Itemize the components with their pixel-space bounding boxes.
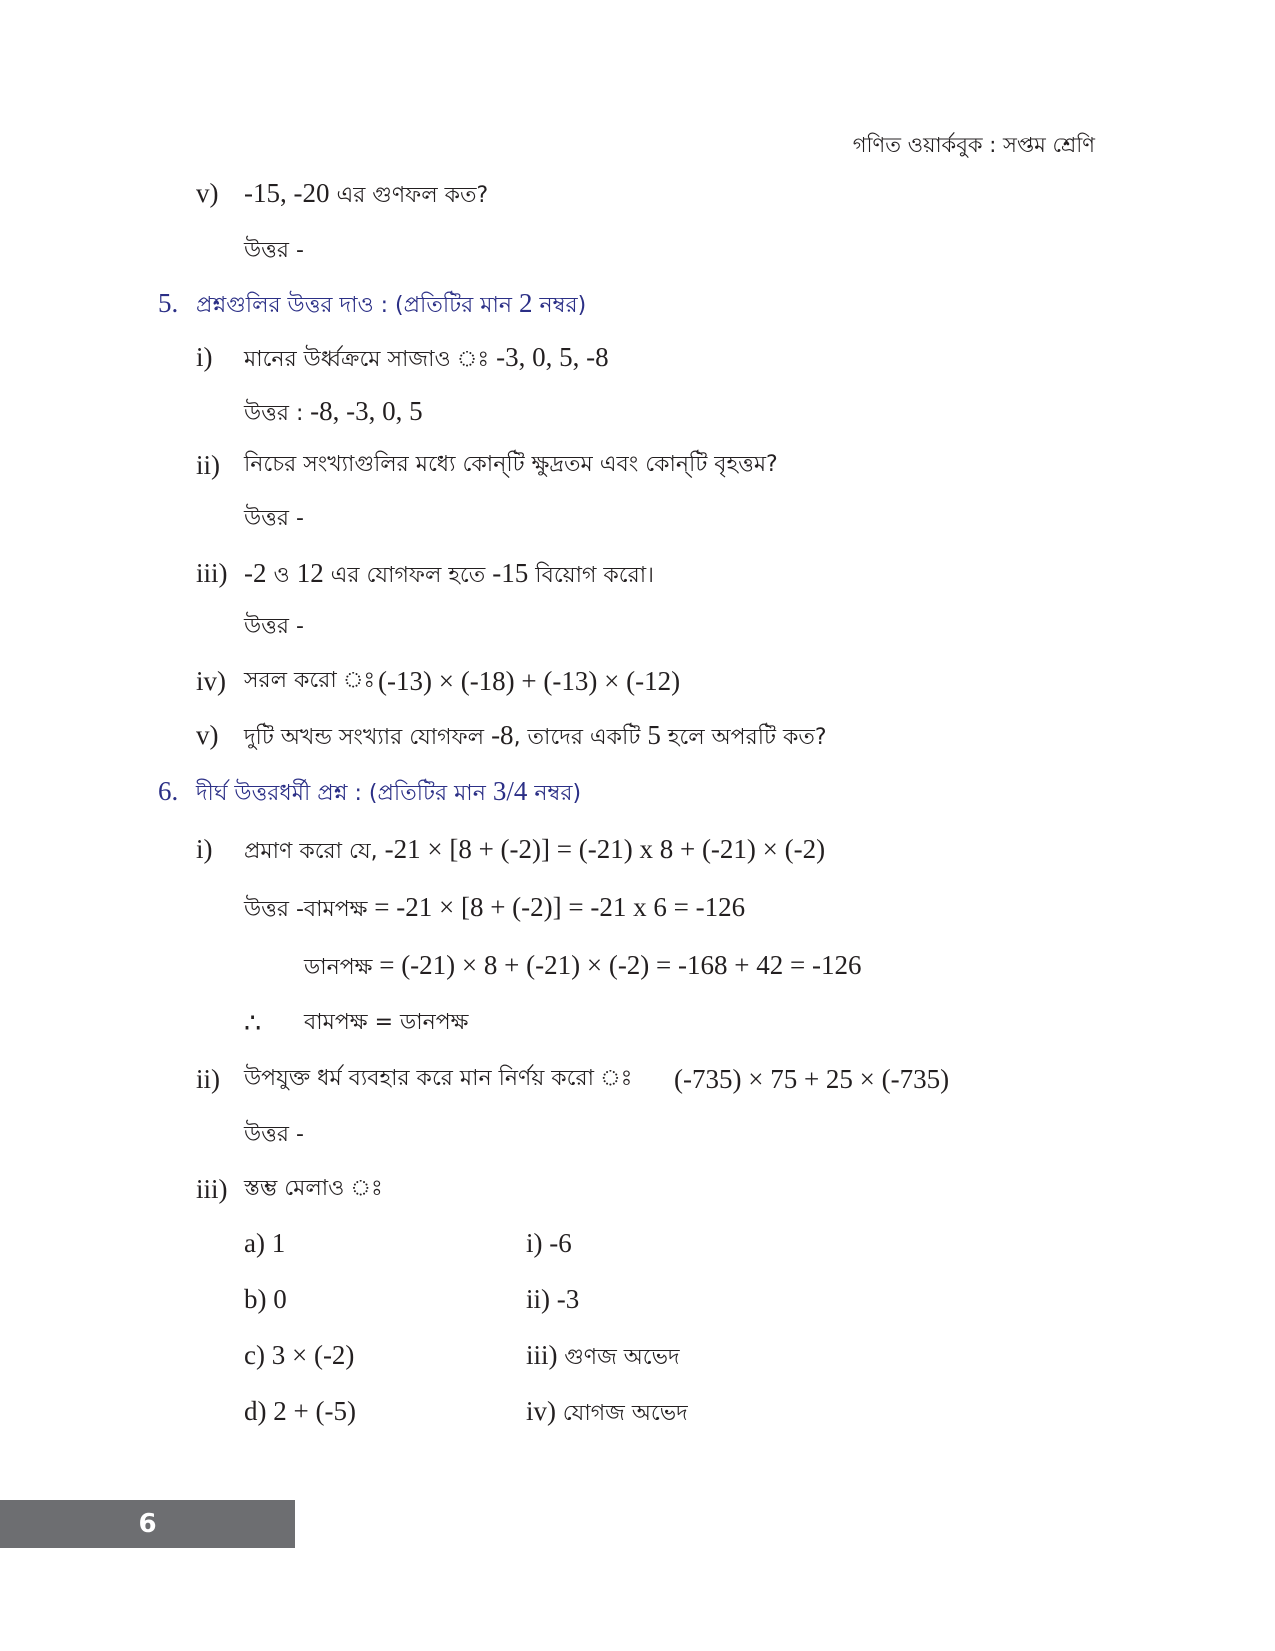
marks-close: নম্বর): [532, 293, 587, 318]
question-number: iv): [196, 666, 226, 696]
question-number: i): [196, 342, 213, 372]
question-text: বিয়োগ করো।: [528, 563, 654, 588]
item-text: -3: [556, 1284, 580, 1314]
question-5ii: নিচের সংখ্যাগুলির মধ্যে কোন্‌টি ক্ষুদ্রতম এবং কোন্‌টি বৃহত্তম?: [244, 452, 778, 477]
page-number: 6: [138, 1509, 157, 1539]
math-expression: -21 × [8 + (-2)] = (-21) x 8 + (-21) × (-2): [384, 834, 826, 864]
answer-label: উত্তর -: [244, 614, 304, 639]
section-6-number: 6.: [158, 776, 179, 806]
question-text: এর গুণফল কত?: [329, 183, 489, 208]
question-5i: [244, 340, 609, 377]
item-number: i): [526, 1228, 550, 1258]
match-left-c: c) 3 × (-2): [244, 1340, 355, 1370]
math-text: 12: [296, 558, 324, 588]
marks-number: 3/4: [492, 776, 528, 806]
answer-6i-rhs: [304, 948, 861, 985]
question-5v: [244, 718, 827, 755]
answer-label: উত্তর :: [244, 401, 304, 426]
math-text: -15, -20: [244, 178, 330, 208]
marks-open: : (প্রতিটির মান: [373, 293, 519, 318]
marks-open: : (প্রতিটির মান: [347, 781, 493, 806]
answer-label: উত্তর -: [244, 1122, 304, 1147]
question-number: ii): [196, 1064, 220, 1094]
rhs-label: ডানপক্ষ: [304, 955, 373, 980]
section-5-heading: [196, 286, 586, 323]
question-6i: [244, 832, 825, 869]
question-text: হলে অপরটি কত?: [660, 725, 827, 750]
math-text: -8: [491, 720, 514, 750]
answer-5i: [244, 394, 423, 431]
match-right-iii: [526, 1338, 680, 1375]
section-5-number: 5.: [158, 288, 179, 318]
answer-label: উত্তর -বামপক্ষ: [244, 897, 368, 922]
question-number: iii): [196, 558, 228, 588]
question-text: , তাদের একটি: [513, 725, 648, 750]
question-6ii: উপযুক্ত ধর্ম ব্যবহার করে মান নির্ণয় করো ঃ: [244, 1066, 633, 1091]
page-number-bar: [0, 1500, 295, 1548]
math-text: -3, 0, 5, -8: [496, 342, 609, 372]
question-text: দুটি অখন্ড সংখ্যার যোগফল: [244, 725, 492, 750]
math-expression: = (-21) × 8 + (-21) × (-2) = -168 + 42 = -126: [372, 950, 862, 980]
question-text: মানের উর্ধ্বক্রমে সাজাও ঃ: [244, 347, 497, 372]
question-6iii: স্তম্ভ মেলাও ঃ: [244, 1176, 383, 1201]
question-number: v): [196, 178, 219, 208]
match-right-ii: [526, 1282, 579, 1316]
match-left-a: a) 1: [244, 1228, 286, 1258]
item-number: iv): [526, 1396, 563, 1426]
item-text: যোগজ অভেদ: [562, 1401, 688, 1426]
math-expression: = -21 × [8 + (-2)] = -21 x 6 = -126: [367, 892, 746, 922]
math-expression: (-13) × (-18) + (-13) × (-12): [378, 666, 681, 696]
match-left-d: d) 2 + (-5): [244, 1396, 356, 1426]
question-number: ii): [196, 450, 220, 480]
answer-label: উত্তর -: [244, 506, 304, 531]
running-header: গণিত ওয়ার্কবুক : সপ্তম শ্রেণি: [852, 133, 1095, 157]
section-6-heading: [196, 774, 581, 811]
match-left-b: b) 0: [244, 1284, 287, 1314]
question-text: ও: [266, 563, 297, 588]
answer-value: -8, -3, 0, 5: [303, 396, 423, 426]
question-5iii: [244, 556, 654, 593]
answer-label: উত্তর -: [244, 238, 304, 263]
math-text: -2: [244, 558, 267, 588]
question-text: প্রমাণ করো যে,: [244, 839, 385, 864]
marks-close: নম্বর): [527, 781, 582, 806]
section-6-title: দীর্ঘ উত্তরধর্মী প্রশ্ন: [196, 781, 348, 806]
therefore-symbol: ∴: [244, 1008, 262, 1038]
marks-number: 2: [518, 288, 533, 318]
match-right-i: [526, 1226, 572, 1260]
item-number: iii): [526, 1340, 565, 1370]
item-text: গুণজ অভেদ: [564, 1345, 680, 1370]
item-number: ii): [526, 1284, 557, 1314]
conclusion: বামপক্ষ = ডানপক্ষ: [304, 1010, 469, 1035]
match-right-iv: [526, 1394, 688, 1431]
question-number: i): [196, 834, 213, 864]
math-expression: (-735) × 75 + 25 × (-735): [674, 1064, 950, 1094]
section-5-title: প্রশ্নগুলির উত্তর দাও: [196, 293, 374, 318]
question-5iv: সরল করো ঃ: [244, 668, 376, 693]
item-text: -6: [549, 1228, 572, 1258]
question-text: এর যোগফল হতে: [323, 563, 493, 588]
question-number: iii): [196, 1174, 228, 1204]
math-text: -15: [492, 558, 529, 588]
question-4v-text: [244, 176, 488, 213]
answer-6i-lhs: [244, 890, 745, 927]
math-text: 5: [647, 720, 661, 750]
question-4v: [196, 176, 219, 210]
question-number: v): [196, 720, 219, 750]
